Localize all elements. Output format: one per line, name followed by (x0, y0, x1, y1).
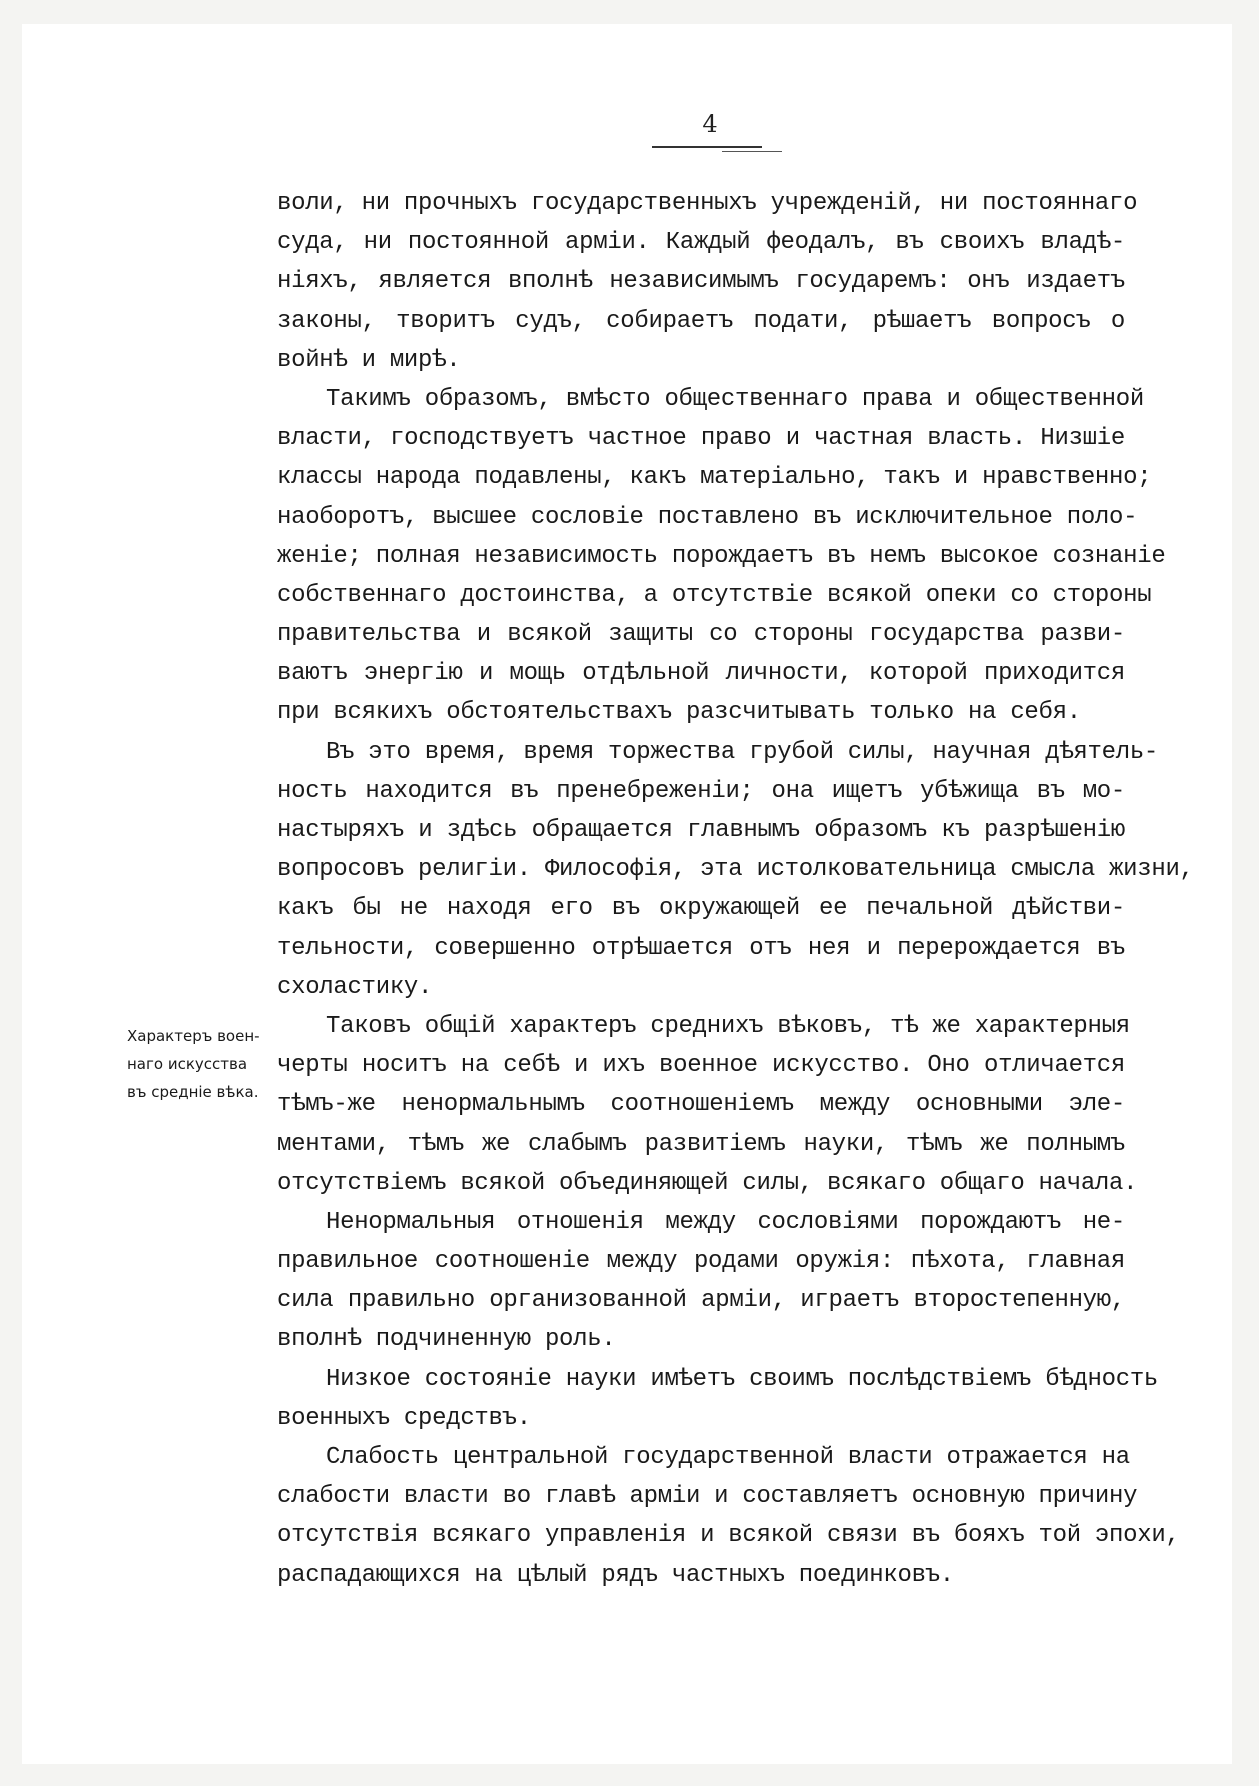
text-line: Такимъ образомъ, вмѣсто общественнаго права и общественной (326, 385, 1144, 413)
margin-note (127, 1022, 267, 1106)
text-line: ность находится въ пренебреженіи; она ищетъ убѣжища въ мо- (277, 777, 1125, 805)
text-line: Въ это время, время торжества грубой силы, научная дѣятель- (326, 738, 1159, 766)
text-line: вполнѣ подчиненную роль. (277, 1326, 616, 1354)
paragraph (277, 1438, 1180, 1595)
text-line: Таковъ общій характеръ среднихъ вѣковъ, тѣ же характерныя (326, 1012, 1130, 1040)
body-text (277, 184, 1194, 1595)
paragraph (277, 184, 1138, 380)
page-number: 4 (702, 110, 718, 138)
paragraph (277, 1203, 1125, 1360)
margin-note-line: въ средніе вѣка. (127, 1083, 259, 1101)
text-line: классы народа подавлены, какъ матеріально, такъ и нравственно; (277, 464, 1152, 492)
text-line: женіе; полная независимость порождаетъ въ немъ высокое сознаніе (277, 542, 1166, 570)
text-line: распадающихся на цѣлый рядъ частныхъ поединковъ. (277, 1561, 954, 1589)
text-line: Ненормальныя отношенія между сословіями порождаютъ не- (326, 1208, 1125, 1236)
text-line: собственнаго достоинства, а отсутствіе всякой опеки со стороны (277, 581, 1152, 609)
header-rule-secondary (722, 151, 782, 152)
text-line: Низкое состояніе науки имѣетъ своимъ послѣдствіемъ бѣдность (326, 1365, 1159, 1393)
text-line: власти, господствуетъ частное право и частная власть. Низшіе (277, 425, 1125, 453)
text-line: военныхъ средствъ. (277, 1404, 531, 1432)
text-line: суда, ни постоянной арміи. Каждый феодалъ, въ своихъ владѣ- (277, 229, 1125, 257)
text-line: наоборотъ, высшее сословіе поставлено въ исключительное поло- (277, 503, 1138, 531)
text-line: правительства и всякой защиты со стороны государства разви- (277, 621, 1125, 649)
text-line: тѣмъ-же ненормальнымъ соотношеніемъ между основными эле- (277, 1091, 1125, 1119)
text-line: схоластику. (277, 973, 433, 1001)
text-line: тельности, совершенно отрѣшается отъ нея и перерождается въ (277, 934, 1125, 962)
text-line: настыряхъ и здѣсь обращается главнымъ образомъ къ разрѣшенію (277, 817, 1125, 844)
text-line: отсутствіемъ всякой объединяющей силы, всякаго общаго начала. (277, 1169, 1138, 1197)
text-line: войнѣ и мирѣ. (277, 346, 461, 374)
text-line: ніяхъ, является вполнѣ независимымъ государемъ: онъ издаетъ (277, 268, 1125, 296)
paragraph (277, 1007, 1138, 1203)
text-line: ментами, тѣмъ же слабымъ развитіемъ науки, тѣмъ же полнымъ (277, 1130, 1125, 1158)
text-line: воли, ни прочныхъ государственныхъ учрежденій, ни постояннаго (277, 190, 1138, 217)
paragraph (277, 733, 1194, 1007)
text-line: какъ бы не находя его въ окружающей ее печальной дѣйстви- (277, 895, 1125, 923)
text-line: законы, творитъ судъ, собираетъ подати, рѣшаетъ вопросъ о (277, 307, 1125, 335)
text-line: ваютъ энергію и мощь отдѣльной личности, которой приходится (277, 660, 1125, 688)
text-line: правильное соотношеніе между родами оружія: пѣхота, главная (277, 1248, 1125, 1276)
margin-note-line: наго искусства (127, 1055, 248, 1073)
text-line: черты носитъ на себѣ и ихъ военное искусство. Оно отличается (277, 1052, 1125, 1080)
text-line: Слабость центральной государственной власти отражается на (326, 1444, 1130, 1471)
text-line: при всякихъ обстоятельствахъ разсчитывать только на себя. (277, 699, 1081, 727)
text-line: отсутствія всякаго управленія и всякой связи въ бояхъ той эпохи, (277, 1522, 1180, 1550)
paragraph (277, 1360, 1159, 1438)
text-line: сила правильно организованной арміи, играетъ второстепенную, (277, 1287, 1125, 1315)
margin-note-line: Характеръ воен- (127, 1027, 260, 1045)
text-line: вопросовъ религіи. Философія, эта истолковательница смысла жизни, (277, 856, 1194, 884)
header-rule (652, 146, 762, 148)
paragraph (277, 380, 1166, 733)
text-line: слабости власти во главѣ арміи и составляетъ основную причину (277, 1483, 1138, 1511)
